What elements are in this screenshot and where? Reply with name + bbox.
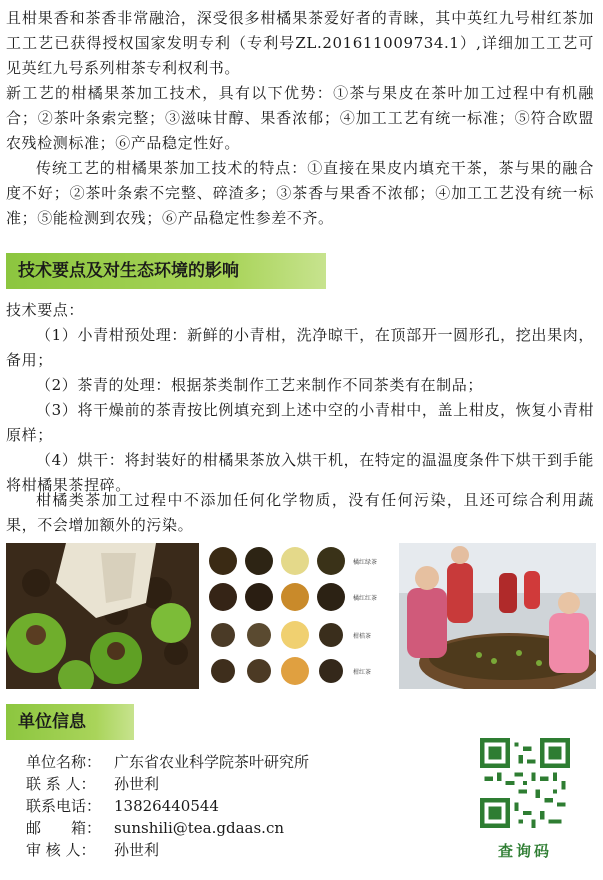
intro-paragraph-3: 传统工艺的柑橘果茶加工技术的特点：①直接在果皮内填充干茶，茶与果的融合度不好；②茶叶条索不完整、碎渣多；③茶香与果香不浓郁；④加工工艺没有统一标准；⑤能检测到农残；⑥产品稳定性参差不齐。 (6, 159, 594, 227)
photo-green-tangerines (6, 543, 199, 689)
intro-paragraph-1: 且柑果香和茶香非常融洽，深受很多柑橘果茶爱好者的青睐，其中英红九号柑红茶加工工艺已获得授权国家发明专利（专利号ZL.201611009734.1）,详细加工工艺可见英红九号系列柑茶专利权利书。 (6, 9, 594, 77)
tech-closing: 柑橘类茶加工过程中不添加任何化学物质，没有任何污染，且还可综合利用蔬果，不会增加额外的污染。 (6, 491, 594, 534)
info-value: 13826440544 (114, 797, 219, 815)
tech-step-4: （4）烘干：将封装好的柑橘果茶放入烘干机，在特定的温温度条件下烘干到手能将柑橘果茶捏碎。 (6, 451, 594, 494)
photo-tea-samples-grid (205, 543, 393, 689)
info-row-unit (26, 751, 309, 773)
caption-4: 柑红茶 (353, 669, 372, 676)
info-label: 邮 箱： (26, 819, 102, 837)
info-value: 孙世利 (114, 841, 160, 859)
info-row-reviewer (26, 839, 159, 861)
info-value: 广东省农业科学院茶叶研究所 (114, 753, 310, 771)
qr-code-label: 查询码 (497, 842, 552, 860)
info-label: 联系电话： (26, 797, 102, 815)
tech-lead: 技术要点： (6, 301, 85, 319)
info-row-phone (26, 795, 219, 817)
tech-step-1: （1）小青柑预处理：新鲜的小青柑，洗净晾干，在顶部开一圆形孔，挖出果肉，备用； (6, 326, 594, 369)
info-label: 单位名称： (26, 753, 102, 771)
section-title-unit: 单位信息 (6, 704, 134, 740)
photo-workers-processing (399, 543, 596, 689)
info-label: 审 核 人： (26, 841, 96, 859)
info-row-email (26, 817, 284, 839)
qr-code-icon[interactable] (480, 738, 570, 828)
intro-paragraph-2: 新工艺的柑橘果茶加工技术，具有以下优势：①茶与果皮在茶叶加工过程中有机融合；②茶叶条索完整；③滋味甘醇、果香浓郁；④加工工艺有统一标准；⑤符合欧盟农残检测标准；⑥产品稳定性好。 (6, 84, 594, 152)
tech-step-3: （3）将干燥前的茶青按比例填充到上述中空的小青柑中，盖上柑皮，恢复小青柑原样； (6, 401, 594, 444)
info-value[interactable]: sunshili@tea.gdaas.cn (114, 819, 285, 837)
info-value: 孙世利 (114, 775, 160, 793)
section-title-tech: 技术要点及对生态环境的影响 (6, 253, 326, 289)
caption-1: 橘红绿茶 (353, 559, 378, 566)
info-row-contact (26, 773, 159, 795)
info-label: 联 系 人： (26, 775, 96, 793)
caption-2: 橘红红茶 (353, 595, 378, 602)
tech-step-2: （2）茶青的处理：根据茶类制作工艺来制作不同茶类有在制品； (36, 376, 483, 394)
caption-3: 柑桔茶 (353, 633, 372, 640)
